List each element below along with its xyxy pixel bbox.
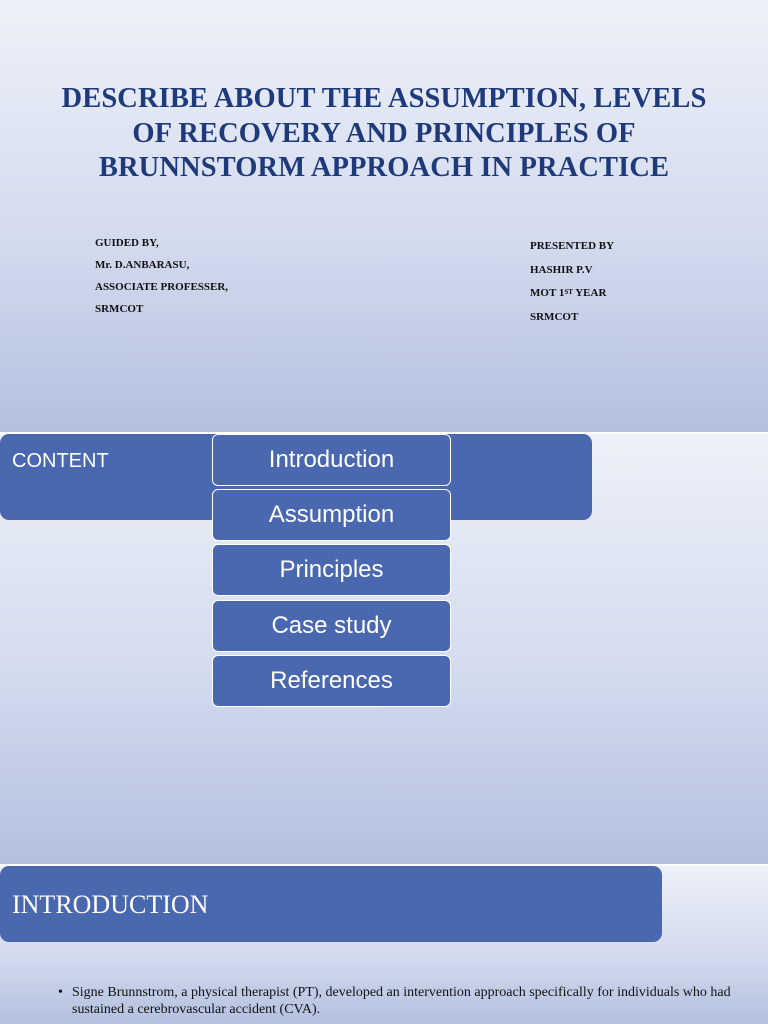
guide-name: Mr. D.ANBARASU, <box>95 259 190 271</box>
presented-by-label: PRESENTED BY <box>530 240 615 252</box>
course-suffix: YEAR <box>572 287 607 299</box>
course-prefix: MOT 1 <box>530 287 565 299</box>
introduction-header-box <box>0 866 662 942</box>
introduction-heading: INTRODUCTION <box>12 890 209 919</box>
introduction-slide <box>0 866 768 1024</box>
presenter-name: HASHIR P.V <box>530 263 593 276</box>
content-item-case-study[interactable]: Case study <box>212 600 451 652</box>
content-item-assumption[interactable]: Assumption <box>212 489 451 541</box>
content-item-principles[interactable]: Principles <box>212 544 451 596</box>
content-heading: CONTENT <box>12 450 109 472</box>
content-item-references[interactable]: References <box>212 655 451 707</box>
guide-designation: ASSOCIATE PROFESSER, <box>95 281 229 293</box>
bullet-item <box>58 984 738 1018</box>
bullet-dot-icon: • <box>58 985 63 1000</box>
guided-by-label: GUIDED BY, <box>95 237 159 249</box>
guided-by-block <box>95 232 228 320</box>
presented-by-block <box>530 235 614 329</box>
content-slide <box>0 434 768 864</box>
guide-institution: SRMCOT <box>95 303 144 315</box>
title-slide <box>0 0 768 432</box>
content-item-introduction[interactable]: Introduction <box>212 434 451 486</box>
presenter-course <box>530 282 614 306</box>
presenter-institution: SRMCOT <box>530 310 579 323</box>
course-ordinal: ST <box>564 288 573 296</box>
slide-title: DESCRIBE ABOUT THE ASSUMPTION, LEVELS OF RECOVERY AND PRINCIPLES OF BRUNNSTORM APPROACH IN PRACTICE <box>61 83 707 183</box>
bullet-text: Signe Brunnstrom, a physical therapist (PT), developed an intervention approach specifically for individuals who had sustained a cerebrovascular accident (CVA). <box>72 985 731 1017</box>
